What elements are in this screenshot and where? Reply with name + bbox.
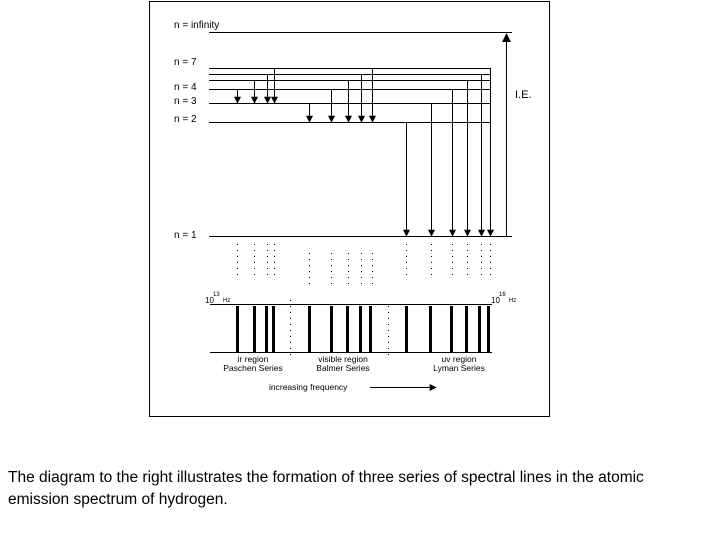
scale-high-unit: Hz	[509, 298, 517, 304]
balmer-transitions	[310, 68, 373, 122]
level-label-n3: n = 3	[174, 96, 197, 107]
spectral-line	[450, 306, 453, 352]
scale-low-base: 10	[205, 296, 214, 305]
spectral-line	[253, 306, 256, 352]
level-label-n1: n = 1	[174, 230, 197, 241]
scale-low-exponent: 13	[213, 292, 220, 298]
spectral-line	[369, 306, 372, 352]
energy-level-labels	[174, 20, 219, 241]
level-label-infinity: n = infinity	[174, 20, 220, 31]
increasing-frequency-label: increasing frequency	[269, 382, 348, 392]
spectral-line	[359, 306, 362, 352]
spectral-line	[405, 306, 408, 352]
level-label-n7: n = 7	[174, 57, 197, 68]
spectral-line	[272, 306, 275, 352]
series-labels	[223, 354, 485, 373]
spectral-line	[236, 306, 239, 352]
level-label-n4: n = 4	[174, 82, 197, 93]
spectral-line	[465, 306, 468, 352]
spectral-line	[429, 306, 432, 352]
spectral-line	[487, 306, 490, 352]
spectral-line	[330, 306, 333, 352]
spectral-line	[308, 306, 311, 352]
balmer-region-label: visible region	[318, 354, 368, 364]
lyman-series-label: Lyman Series	[433, 363, 485, 373]
balmer-series-label: Balmer Series	[316, 363, 370, 373]
scale-high-exponent: 16	[499, 292, 506, 298]
paschen-transitions	[238, 68, 275, 103]
spectral-line	[346, 306, 349, 352]
scale-high-base: 10	[491, 296, 500, 305]
level-label-n2: n = 2	[174, 114, 197, 125]
spectral-lines	[236, 306, 490, 352]
paschen-region-label: ir region	[237, 354, 269, 364]
caption-text: The diagram to the right illustrates the formation of three series of spectral lines in the atomic emission spectrum of hydrogen.	[8, 469, 644, 508]
lyman-region-label: uv region	[441, 354, 477, 364]
ionization-energy-label: I.E.	[515, 89, 532, 101]
paschen-series-label: Paschen Series	[223, 363, 283, 373]
scale-low-unit: Hz	[223, 298, 231, 304]
spectral-line	[265, 306, 268, 352]
lyman-transitions	[407, 68, 491, 236]
energy-level-lines	[209, 33, 512, 237]
spectral-line	[478, 306, 481, 352]
